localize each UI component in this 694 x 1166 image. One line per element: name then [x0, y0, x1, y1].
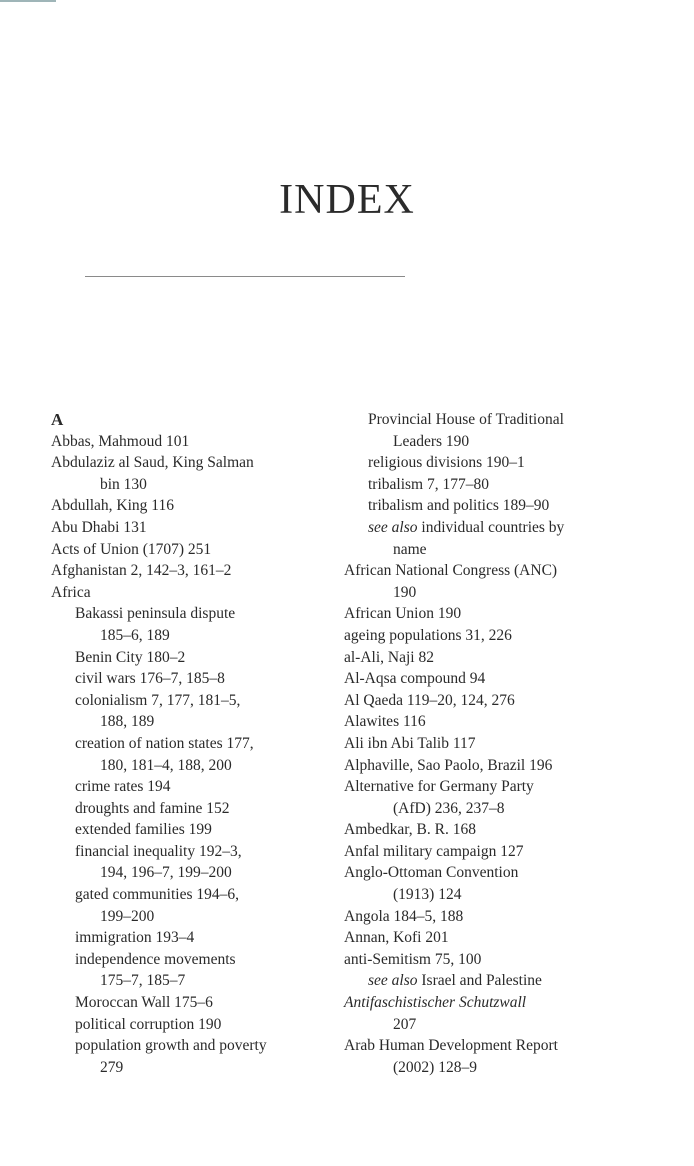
index-entry-continuation: [51, 625, 341, 647]
entry-text: political corruption 190: [75, 1015, 222, 1033]
index-subentry: [51, 841, 341, 863]
entry-text: Alternative for Germany Party: [344, 778, 534, 796]
entry-text: Abdullah, King 116: [51, 497, 174, 515]
entry-text: Al Qaeda 119–20, 124, 276: [344, 691, 515, 709]
entry-text: Al-Aqsa compound 94: [344, 670, 486, 688]
index-entry-continuation: [344, 431, 634, 453]
index-entry-continuation: [344, 1014, 634, 1036]
entry-text: financial inequality 192–3,: [75, 842, 242, 860]
index-entry: [344, 906, 634, 928]
index-entry-continuation: [344, 1057, 634, 1079]
entry-text: Benin City 180–2: [75, 648, 186, 666]
index-entry: [51, 431, 341, 453]
entry-text: Abdulaziz al Saud, King Salman: [51, 454, 254, 472]
entry-text: 207: [393, 1015, 417, 1033]
cross-reference-label: Antifaschistischer Schutzwall: [344, 994, 527, 1012]
entry-text: individual countries by: [417, 518, 565, 536]
index-entry: [344, 690, 634, 712]
index-subentry: [344, 452, 634, 474]
index-subentry: [344, 970, 634, 992]
index-entry: [344, 755, 634, 777]
index-entry: [344, 625, 634, 647]
entry-text: Leaders 190: [393, 432, 470, 450]
index-subentry: [51, 927, 341, 949]
index-entry: [344, 711, 634, 733]
index-subentry: [344, 409, 634, 431]
index-entry-continuation: [51, 1057, 341, 1079]
entry-text: Anfal military campaign 127: [344, 842, 524, 860]
index-entry-continuation: [344, 798, 634, 820]
entry-text: African National Congress (ANC): [344, 562, 558, 580]
entry-text: creation of nation states 177,: [75, 734, 254, 752]
index-subentry: [51, 798, 341, 820]
index-entry-continuation: [51, 906, 341, 928]
title-divider: [85, 276, 405, 277]
entry-text: African Union 190: [344, 605, 462, 623]
entry-text: name: [393, 540, 427, 558]
entry-text: religious divisions 190–1: [368, 454, 525, 472]
entry-text: Ambedkar, B. R. 168: [344, 821, 476, 839]
index-entry: [344, 668, 634, 690]
entry-text: 175–7, 185–7: [100, 972, 186, 990]
entry-text: al-Ali, Naji 82: [344, 648, 434, 666]
entry-text: Africa: [51, 583, 91, 601]
entry-text: 180, 181–4, 188, 200: [100, 756, 232, 774]
index-subentry: [51, 776, 341, 798]
index-entry-continuation: [344, 539, 634, 561]
entry-text: Afghanistan 2, 142–3, 161–2: [51, 562, 232, 580]
entry-text: (2002) 128–9: [393, 1058, 477, 1076]
index-subentry: [344, 517, 634, 539]
cross-reference-label: see also: [368, 518, 418, 536]
entry-text: population growth and poverty: [75, 1037, 267, 1055]
entry-text: 279: [100, 1058, 124, 1076]
entry-text: 194, 196–7, 199–200: [100, 864, 232, 882]
index-subentry: [51, 690, 341, 712]
page-title: INDEX: [279, 177, 415, 223]
section-letter: A: [51, 410, 64, 429]
index-entry-continuation: [51, 862, 341, 884]
index-entry: [51, 452, 341, 474]
index-entry: [344, 776, 634, 798]
entry-text: Alawites 116: [344, 713, 426, 731]
entry-text: extended families 199: [75, 821, 212, 839]
index-column-left: [51, 409, 341, 1078]
entry-text: (1913) 124: [393, 886, 462, 904]
index-entry: [344, 603, 634, 625]
entry-text: Angola 184–5, 188: [344, 907, 464, 925]
entry-text: bin 130: [100, 475, 147, 493]
index-subentry: [344, 474, 634, 496]
entry-text: Annan, Kofi 201: [344, 929, 449, 947]
index-entry: [344, 992, 634, 1014]
entry-text: independence movements: [75, 950, 236, 968]
index-subentry: [51, 647, 341, 669]
entry-text: tribalism 7, 177–80: [368, 475, 489, 493]
index-subentry: [51, 733, 341, 755]
entry-text: 188, 189: [100, 713, 155, 731]
entry-text: gated communities 194–6,: [75, 886, 240, 904]
index-subentry: [51, 668, 341, 690]
entry-text: anti-Semitism 75, 100: [344, 950, 482, 968]
entry-text: Abu Dhabi 131: [51, 518, 147, 536]
index-entry: [51, 582, 341, 604]
entry-text: Arab Human Development Report: [344, 1037, 558, 1055]
entry-text: civil wars 176–7, 185–8: [75, 670, 225, 688]
index-subentry: [51, 1035, 341, 1057]
index-column-right: [344, 409, 634, 1078]
index-entry-continuation: [51, 711, 341, 733]
index-entry: [51, 560, 341, 582]
index-entry: [344, 647, 634, 669]
entry-text: Moroccan Wall 175–6: [75, 994, 213, 1012]
entry-text: droughts and famine 152: [75, 799, 230, 817]
index-entry: [51, 539, 341, 561]
index-entry: [344, 560, 634, 582]
scan-edge-mark: [0, 0, 56, 2]
index-entry: [344, 733, 634, 755]
entry-text: Israel and Palestine: [417, 972, 542, 990]
index-entry-continuation: [51, 970, 341, 992]
entry-text: Anglo-Ottoman Convention: [344, 864, 519, 882]
index-entry: [51, 495, 341, 517]
cross-reference-label: see also: [368, 972, 418, 990]
entry-text: Ali ibn Abi Talib 117: [344, 734, 476, 752]
index-subentry: [51, 949, 341, 971]
entry-text: (AfD) 236, 237–8: [393, 799, 505, 817]
index-entry-continuation: [344, 582, 634, 604]
entry-text: 185–6, 189: [100, 626, 170, 644]
entry-text: Acts of Union (1707) 251: [51, 540, 212, 558]
entry-text: Alphaville, Sao Paolo, Brazil 196: [344, 756, 553, 774]
entry-text: 199–200: [100, 907, 155, 925]
entry-text: colonialism 7, 177, 181–5,: [75, 691, 241, 709]
index-subentry: [51, 884, 341, 906]
entry-text: crime rates 194: [75, 778, 171, 796]
entry-text: immigration 193–4: [75, 929, 195, 947]
index-entry-continuation: [344, 884, 634, 906]
index-entry: [344, 1035, 634, 1057]
entry-text: Bakassi peninsula dispute: [75, 605, 236, 623]
index-entry: [344, 927, 634, 949]
index-entry-continuation: [51, 755, 341, 777]
entry-text: Provincial House of Traditional: [368, 411, 564, 428]
index-subentry: [51, 1014, 341, 1036]
entry-text: tribalism and politics 189–90: [368, 497, 550, 515]
index-subentry: [51, 603, 341, 625]
entry-text: ageing populations 31, 226: [344, 626, 512, 644]
entry-text: Abbas, Mahmoud 101: [51, 432, 190, 450]
index-entry: [344, 862, 634, 884]
index-subentry: [344, 495, 634, 517]
index-entry-continuation: [51, 474, 341, 496]
entry-text: 190: [393, 583, 417, 601]
index-entry: [51, 517, 341, 539]
index-entry: [344, 819, 634, 841]
index-subentry: [51, 992, 341, 1014]
index-entry: [344, 949, 634, 971]
index-subentry: [51, 819, 341, 841]
index-entry: [344, 841, 634, 863]
